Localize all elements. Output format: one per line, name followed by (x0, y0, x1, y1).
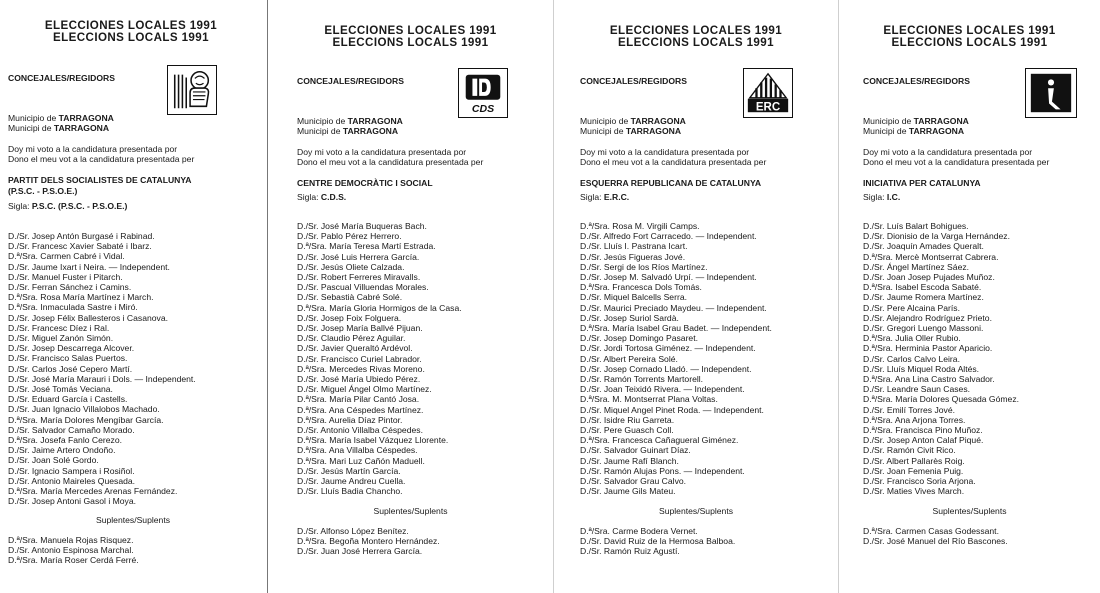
suplentes-list (297, 526, 440, 557)
list-item: D./Sr. Francesc Xavier Sabaté i Ibarz. (8, 241, 152, 252)
list-item: D./Sr. Francisco Soria Arjona. (863, 476, 976, 487)
list-item: D./Sr. Miguel Ángel Olmo Martínez. (297, 384, 432, 395)
list-item: D./Sr. Alfredo Fort Carracedo. — Independent. (580, 231, 757, 242)
party-name: PARTIT DELS SOCIALISTES DE CATALUNYA (P.S.C. - P.S.O.E.) (8, 175, 192, 196)
list-item: D.ª/Sra. Ana Villalba Céspedes. (297, 445, 418, 456)
list-item: D./Sr. Miquel Angel Pinet Roda. — Independent. (580, 404, 764, 415)
list-item: D./Sr. Leandre Saun Cases. (863, 384, 971, 395)
list-item: D./Sr. Josep Domingo Pasaret. (580, 333, 698, 344)
list-item: D./Sr. Francisco Curiel Labrador. (297, 353, 422, 364)
erc-logo (743, 68, 793, 118)
sigla: Sigla: I.C. (863, 192, 901, 202)
list-item: D.ª/Sra. María Dolores Mengíbar García. (8, 414, 164, 425)
list-item: D./Sr. Joan Solé Gordo. (8, 455, 99, 466)
list-item: D.ª/Sra. Carmen Cabré i Vidal. (8, 251, 125, 262)
list-item: D./Sr. Ramón Alujas Pons. — Independent. (580, 465, 745, 476)
list-item: D./Sr. Jaume Ixart i Neira. — Independent. (8, 261, 170, 272)
candidate-list (580, 221, 772, 496)
list-item: D./Sr. Juan José Herrera García. (297, 546, 423, 557)
list-item: D./Sr. Ángel Martínez Sáez. (863, 261, 970, 272)
list-item: D.ª/Sra. María Roser Cerdá Ferré. (8, 555, 139, 566)
svg-text:CDS: CDS (471, 103, 495, 116)
list-item: D./Sr. Lluís I. Pastrana Icart. (580, 241, 688, 252)
concejales-label: CONCEJALES/REGIDORS (580, 76, 687, 86)
list-item: D./Sr. José Luis Herrera García. (297, 251, 420, 262)
candidate-list (8, 231, 196, 506)
list-item: D./Sr. Albert Pallarès Roig. (863, 455, 965, 466)
list-item: D./Sr. Joan Femenia Puig. (863, 465, 964, 476)
list-item: D./Sr. Jesús Martín García. (297, 465, 401, 476)
list-item: D.ª/Sra. Herminia Pastor Aparicio. (863, 343, 993, 354)
list-item: D.ª/Sra. María Teresa Martí Estrada. (297, 241, 436, 252)
municipality-block: Municipio de TARRAGONA Municipi de TARRAGONA (297, 116, 403, 136)
list-item: D./Sr. Lluís Miquel Roda Altés. (863, 363, 980, 374)
ballot-psc (0, 0, 266, 593)
list-item: D./Sr. Alfonso López Benítez. (297, 526, 409, 536)
party-name: ESQUERRA REPUBLICANA DE CATALUNYA (580, 178, 762, 188)
list-item: D.ª/Sra. María Pilar Cantó Josa. (297, 394, 420, 405)
list-item: D.ª/Sra. Isabel Escoda Sabaté. (863, 282, 982, 293)
list-item: D./Sr. Luís Balart Bohigues. (863, 221, 969, 231)
list-item: D./Sr. Maties Vives March. (863, 486, 965, 497)
list-item: D./Sr. Jaume Gils Mateu. (580, 486, 676, 497)
municipality-block: Municipio de TARRAGONA Municipi de TARRAGONA (863, 116, 969, 136)
list-item: D./Sr. Pere Guasch Coll. (580, 425, 674, 436)
list-item: D.ª/Sra. Francesca Dols Tomás. (580, 282, 702, 293)
election-title: ELECCIONES LOCALES 1991 ELECCIONS LOCALS 1991 (324, 24, 497, 49)
list-item: D./Sr. Manuel Fuster i Pitarch. (8, 271, 123, 282)
suplentes-list (8, 535, 139, 566)
list-item: D./Sr. David Ruiz de la Hermosa Balboa. (580, 536, 736, 547)
suplentes-heading: Suplentes/Suplents (658, 506, 734, 516)
list-item: D./Sr. Albert Pereira Solé. (580, 353, 678, 364)
list-item: D.ª/Sra. María Gloria Hormigos de la Casa. (297, 302, 462, 313)
list-item: D./Sr. José María Ubiedo Pérez. (297, 374, 421, 385)
municipality-block: Municipio de TARRAGONA Municipi de TARRAGONA (8, 113, 114, 133)
list-item: D./Sr. Ferran Sánchez i Camins. (8, 282, 132, 293)
list-item: D./Sr. Josep María Ballvé Pijuan. (297, 323, 423, 334)
list-item: D./Sr. Eduard García i Castells. (8, 394, 128, 405)
list-item: D.ª/Sra. Mari Luz Cañón Maduell. (297, 455, 425, 466)
list-item: D./Sr. Jaime Artero Ondoño. (8, 445, 116, 456)
list-item: D./Sr. Josep Antoni Gasol i Moya. (8, 496, 137, 507)
list-item: D.ª/Sra. María Mercedes Arenas Fernández. (8, 486, 178, 497)
list-item: D./Sr. José María Buqueras Bach. (297, 221, 427, 231)
list-item: D.ª/Sra. Carmen Casas Godessant. (863, 526, 999, 536)
list-item: D./Sr. Josep Antón Burgasé i Rabinad. (8, 231, 155, 241)
list-item: D.ª/Sra. María Dolores Quesada Gómez. (863, 394, 1020, 405)
svg-text:ERC: ERC (755, 101, 781, 114)
list-item: D./Sr. Ignacio Sampera i Rosiñol. (8, 465, 135, 476)
list-item: D./Sr. Isidre Riu Garreta. (580, 414, 675, 425)
list-item: D./Sr. Ramón Torrents Martorell. (580, 374, 704, 385)
vote-statement: Doy mi voto a la candidatura presentada por Dono el meu vot a la candidatura presentada per (863, 147, 1050, 167)
sigla: Sigla: C.D.S. (297, 192, 347, 202)
election-title: ELECCIONES LOCALES 1991 ELECCIONS LOCALS 1991 (609, 24, 783, 49)
suplentes-heading: Suplentes/Suplents (95, 515, 171, 525)
list-item: D./Sr. Salvador Camaño Morado. (8, 424, 135, 435)
ballot-ic (839, 0, 1100, 593)
list-item: D./Sr. Dionisio de la Varga Hernández. (863, 231, 1010, 242)
list-item: D./Sr. Salvador Grau Calvo. (580, 476, 687, 487)
list-item: D./Sr. Juan Ignacio Villalobos Machado. (8, 404, 160, 415)
vote-statement: Doy mi voto a la candidatura presentada por Dono el meu vot a la candidatura presentada per (8, 144, 195, 164)
list-item: D.ª/Sra. Ana Céspedes Martínez. (297, 404, 424, 415)
list-item: D./Sr. Maurici Preciado Maydeu. — Independent. (580, 302, 767, 313)
list-item: D./Sr. José Tomás Veciana. (8, 384, 113, 395)
suplentes-heading: Suplentes/Suplents (932, 506, 1007, 516)
list-item: D.ª/Sra. Carme Bodera Vernet. (580, 526, 698, 536)
list-item: D./Sr. Miguel Zanón Simón. (8, 333, 114, 344)
list-item: D./Sr. Jesús Oliete Calzada. (297, 261, 405, 272)
list-item: D./Sr. Josep Descarrega Alcover. (8, 343, 135, 354)
sigla: Sigla: P.S.C. (P.S.C. - P.S.O.E.) (8, 201, 128, 211)
list-item: D./Sr. Gregori Luengo Massoni. (863, 323, 984, 334)
list-item: D./Sr. Carlos José Cepero Martí. (8, 363, 133, 374)
list-item: D.ª/Sra. Begoña Montero Hernández. (297, 536, 440, 547)
list-item: D.ª/Sra. M. Montserrat Plana Voltas. (580, 394, 718, 405)
psc-rose-fist-logo (167, 65, 217, 115)
list-item: D./Sr. Joan Josep Pujades Muñoz. (863, 272, 995, 283)
vote-statement: Doy mi voto a la candidatura presentada por Dono el meu vot a la candidatura presentada per (580, 147, 767, 167)
list-item: D.ª/Sra. Rosa M. Virgili Camps. (580, 221, 700, 231)
list-item: D./Sr. Salvador Guinart Díaz. (580, 445, 691, 456)
cds-logo (458, 68, 508, 118)
list-item: D./Sr. Miquel Balcells Serra. (580, 292, 687, 303)
candidate-list (863, 221, 1019, 496)
list-item: D./Sr. Antonio Villalba Céspedes. (297, 425, 423, 436)
party-name: INICIATIVA PER CATALUNYA (863, 178, 981, 188)
list-item: D.ª/Sra. Josefa Fanlo Cerezo. (8, 435, 122, 446)
list-item: D./Sr. Lluís Badia Chancho. (297, 486, 403, 497)
suplentes-list (580, 526, 735, 557)
list-item: D./Sr. Antonio Maireles Quesada. (8, 475, 136, 486)
list-item: D.ª/Sra. Inmaculada Sastre i Miró. (8, 302, 138, 313)
list-item: D./Sr. Pere Alcaina París. (863, 302, 960, 313)
list-item: D./Sr. Pablo Pérez Herrero. (297, 231, 402, 242)
vote-statement: Doy mi voto a la candidatura presentada por Dono el meu vot a la candidatura presentada per (297, 147, 484, 167)
list-item: D./Sr. José María Marauri i Dols. — Independent. (8, 373, 196, 384)
list-item: D./Sr. Carlos Calvo Leira. (863, 353, 960, 364)
list-item: D./Sr. Sergi de los Ríos Martínez. (580, 261, 708, 272)
list-item: D./Sr. Pascual Villuendas Morales. (297, 282, 429, 293)
concejales-label: CONCEJALES/REGIDORS (297, 76, 404, 86)
ballot-cds (268, 0, 553, 593)
ic-logo (1025, 68, 1077, 118)
concejales-label: CONCEJALES/REGIDORS (863, 76, 970, 86)
list-item: D./Sr. Joan Teixidó Rivera. — Independent. (580, 384, 745, 395)
list-item: D.ª/Sra. Francesca Cañagueral Giménez. (580, 435, 739, 446)
list-item: D./Sr. José Manuel del Río Bascones. (863, 536, 1008, 547)
concejales-label: CONCEJALES/REGIDORS (8, 73, 115, 83)
list-item: D.ª/Sra. Manuela Rojas Risquez. (8, 535, 134, 545)
list-item: D.ª/Sra. Rosa María Martínez i March. (8, 292, 154, 303)
list-item: D./Sr. Josep Cornado Lladó. — Independent. (580, 363, 752, 374)
list-item: D.ª/Sra. María Isabel Grau Badet. — Independent. (580, 323, 772, 334)
list-item: D./Sr. Jordi Tortosa Giménez. — Independent. (580, 343, 756, 354)
election-title: ELECCIONES LOCALES 1991 ELECCIONS LOCALS 1991 (883, 24, 1056, 49)
list-item: D./Sr. Jaume Andreu Cuella. (297, 476, 406, 487)
list-item: D./Sr. Robert Ferreres Miravalls. (297, 272, 421, 283)
list-item: D./Sr. Ramón Ruiz Agustí. (580, 546, 680, 557)
sigla: Sigla: E.R.C. (580, 192, 630, 202)
list-item: D.ª/Sra. Ana Arjona Torres. (863, 414, 966, 425)
list-item: D./Sr. Javier Queraltó Ardévol. (297, 343, 413, 354)
list-item: D.ª/Sra. Mercè Montserrat Cabrera. (863, 251, 999, 262)
suplentes-list (863, 526, 1008, 546)
list-item: D.ª/Sra. María Isabel Vázquez Llorente. (297, 435, 449, 446)
list-item: D./Sr. Josep Anton Calaf Piqué. (863, 435, 984, 446)
list-item: D./Sr. Francesc Díez i Ral. (8, 322, 110, 333)
suplentes-heading: Suplentes/Suplents (373, 506, 448, 516)
list-item: D.ª/Sra. Francisca Pino Muñoz. (863, 425, 983, 436)
list-item: D./Sr. Francisco Salas Puertos. (8, 353, 128, 364)
ballot-erc (554, 0, 838, 593)
list-item: D.ª/Sra. Julia Oller Rubio. (863, 333, 961, 344)
list-item: D./Sr. Jaume Rafí Blanch. (580, 455, 679, 466)
list-item: D./Sr. Sebastià Cabré Solé. (297, 292, 403, 303)
list-item: D.ª/Sra. Aurelia Díaz Pintor. (297, 414, 403, 425)
party-name: CENTRE DEMOCRÀTIC I SOCIAL (297, 178, 433, 188)
election-title: ELECCIONES LOCALES 1991 ELECCIONS LOCALS 1991 (44, 19, 218, 44)
list-item: D.ª/Sra. Mercedes Rivas Moreno. (297, 363, 425, 374)
list-item: D./Sr. Jaume Romera Martínez. (863, 292, 984, 303)
list-item: D./Sr. Josep Félix Ballesteros i Casanova. (8, 312, 169, 323)
list-item: D./Sr. Antonio Espinosa Marchal. (8, 545, 134, 556)
list-item: D./Sr. Josep Suriol Sardà. (580, 312, 679, 323)
list-item: D./Sr. Alejandro Rodríguez Prieto. (863, 312, 992, 323)
list-item: D.ª/Sra. Ana Lina Castro Salvador. (863, 374, 995, 385)
list-item: D./Sr. Joaquín Amades Queralt. (863, 241, 984, 252)
candidate-list (297, 221, 462, 496)
list-item: D./Sr. Ramón Civit Rico. (863, 445, 956, 456)
list-item: D./Sr. Josep M. Salvadó Urpí. — Independent. (580, 272, 757, 283)
list-item: D./Sr. Claudio Pérez Aguilar. (297, 333, 406, 344)
municipality-block: Municipio de TARRAGONA Municipi de TARRAGONA (580, 116, 686, 136)
list-item: D./Sr. Josep Foix Folguera. (297, 312, 402, 323)
list-item: D./Sr. Emilí Torres Jové. (863, 404, 956, 415)
list-item: D./Sr. Jesús Figueras Jové. (580, 251, 686, 262)
